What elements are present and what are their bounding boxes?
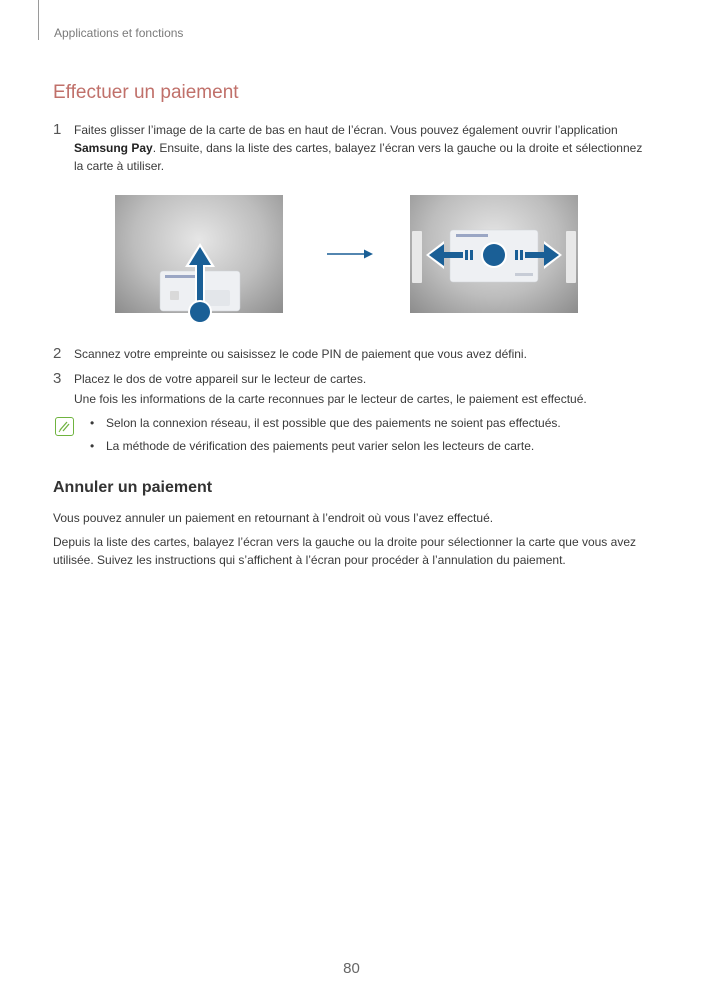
illustration-swipe-sideways [410,195,578,313]
step-text-line: Une fois les informations de la carte reconnues par le lecteur de cartes, le paiement est effectué. [74,392,587,406]
note-text: Selon la connexion réseau, il est possible que des paiements ne soient pas effectués. [106,416,561,430]
step-text: Faites glisser l’image de la carte de bas en haut de l’écran. Vous pouvez également ouvrir l’application Samsung Pay. Ensuite, dans la liste des cartes, balayez l’écran vers la gauche ou la droite et sélectionnez la carte à utiliser. [74,123,643,173]
page-number: 80 [343,960,360,977]
bullet-icon: • [90,416,95,430]
paragraph: Vous pouvez annuler un paiement en retournant à l’endroit où vous l’avez effectué. [53,511,494,525]
step-number: 1 [53,121,62,138]
step-number: 2 [53,345,62,362]
subsection-title: Annuler un paiement [53,479,213,496]
bullet-icon: • [90,439,95,453]
step-number: 3 [53,370,62,387]
note-pencil-icon [55,417,74,436]
running-header: Applications et fonctions [54,26,184,40]
card-swipe-up-graphic [115,195,283,325]
right-arrow-icon [327,247,375,261]
header-rule [38,0,39,40]
card-swipe-sideways-graphic [410,195,578,313]
paragraph: Depuis la liste des cartes, balayez l’écran vers la gauche ou la droite pour sélectionner la carte que vous avez utilisée. Suivez les instructions qui s’affichent à l’écran pour procéder à l’annulation du paiement. [53,535,636,567]
step-text-line: Placez le dos de votre appareil sur le lecteur de cartes. [74,372,367,386]
illustration-swipe-up [115,195,283,325]
note-text: La méthode de vérification des paiements peut varier selon les lecteurs de carte. [106,439,535,453]
section-title: Effectuer un paiement [53,82,239,103]
step-text: Scannez votre empreinte ou saisissez le code PIN de paiement que vous avez défini. [74,347,527,361]
step-text [74,370,654,408]
app-name: Samsung Pay [74,141,153,155]
